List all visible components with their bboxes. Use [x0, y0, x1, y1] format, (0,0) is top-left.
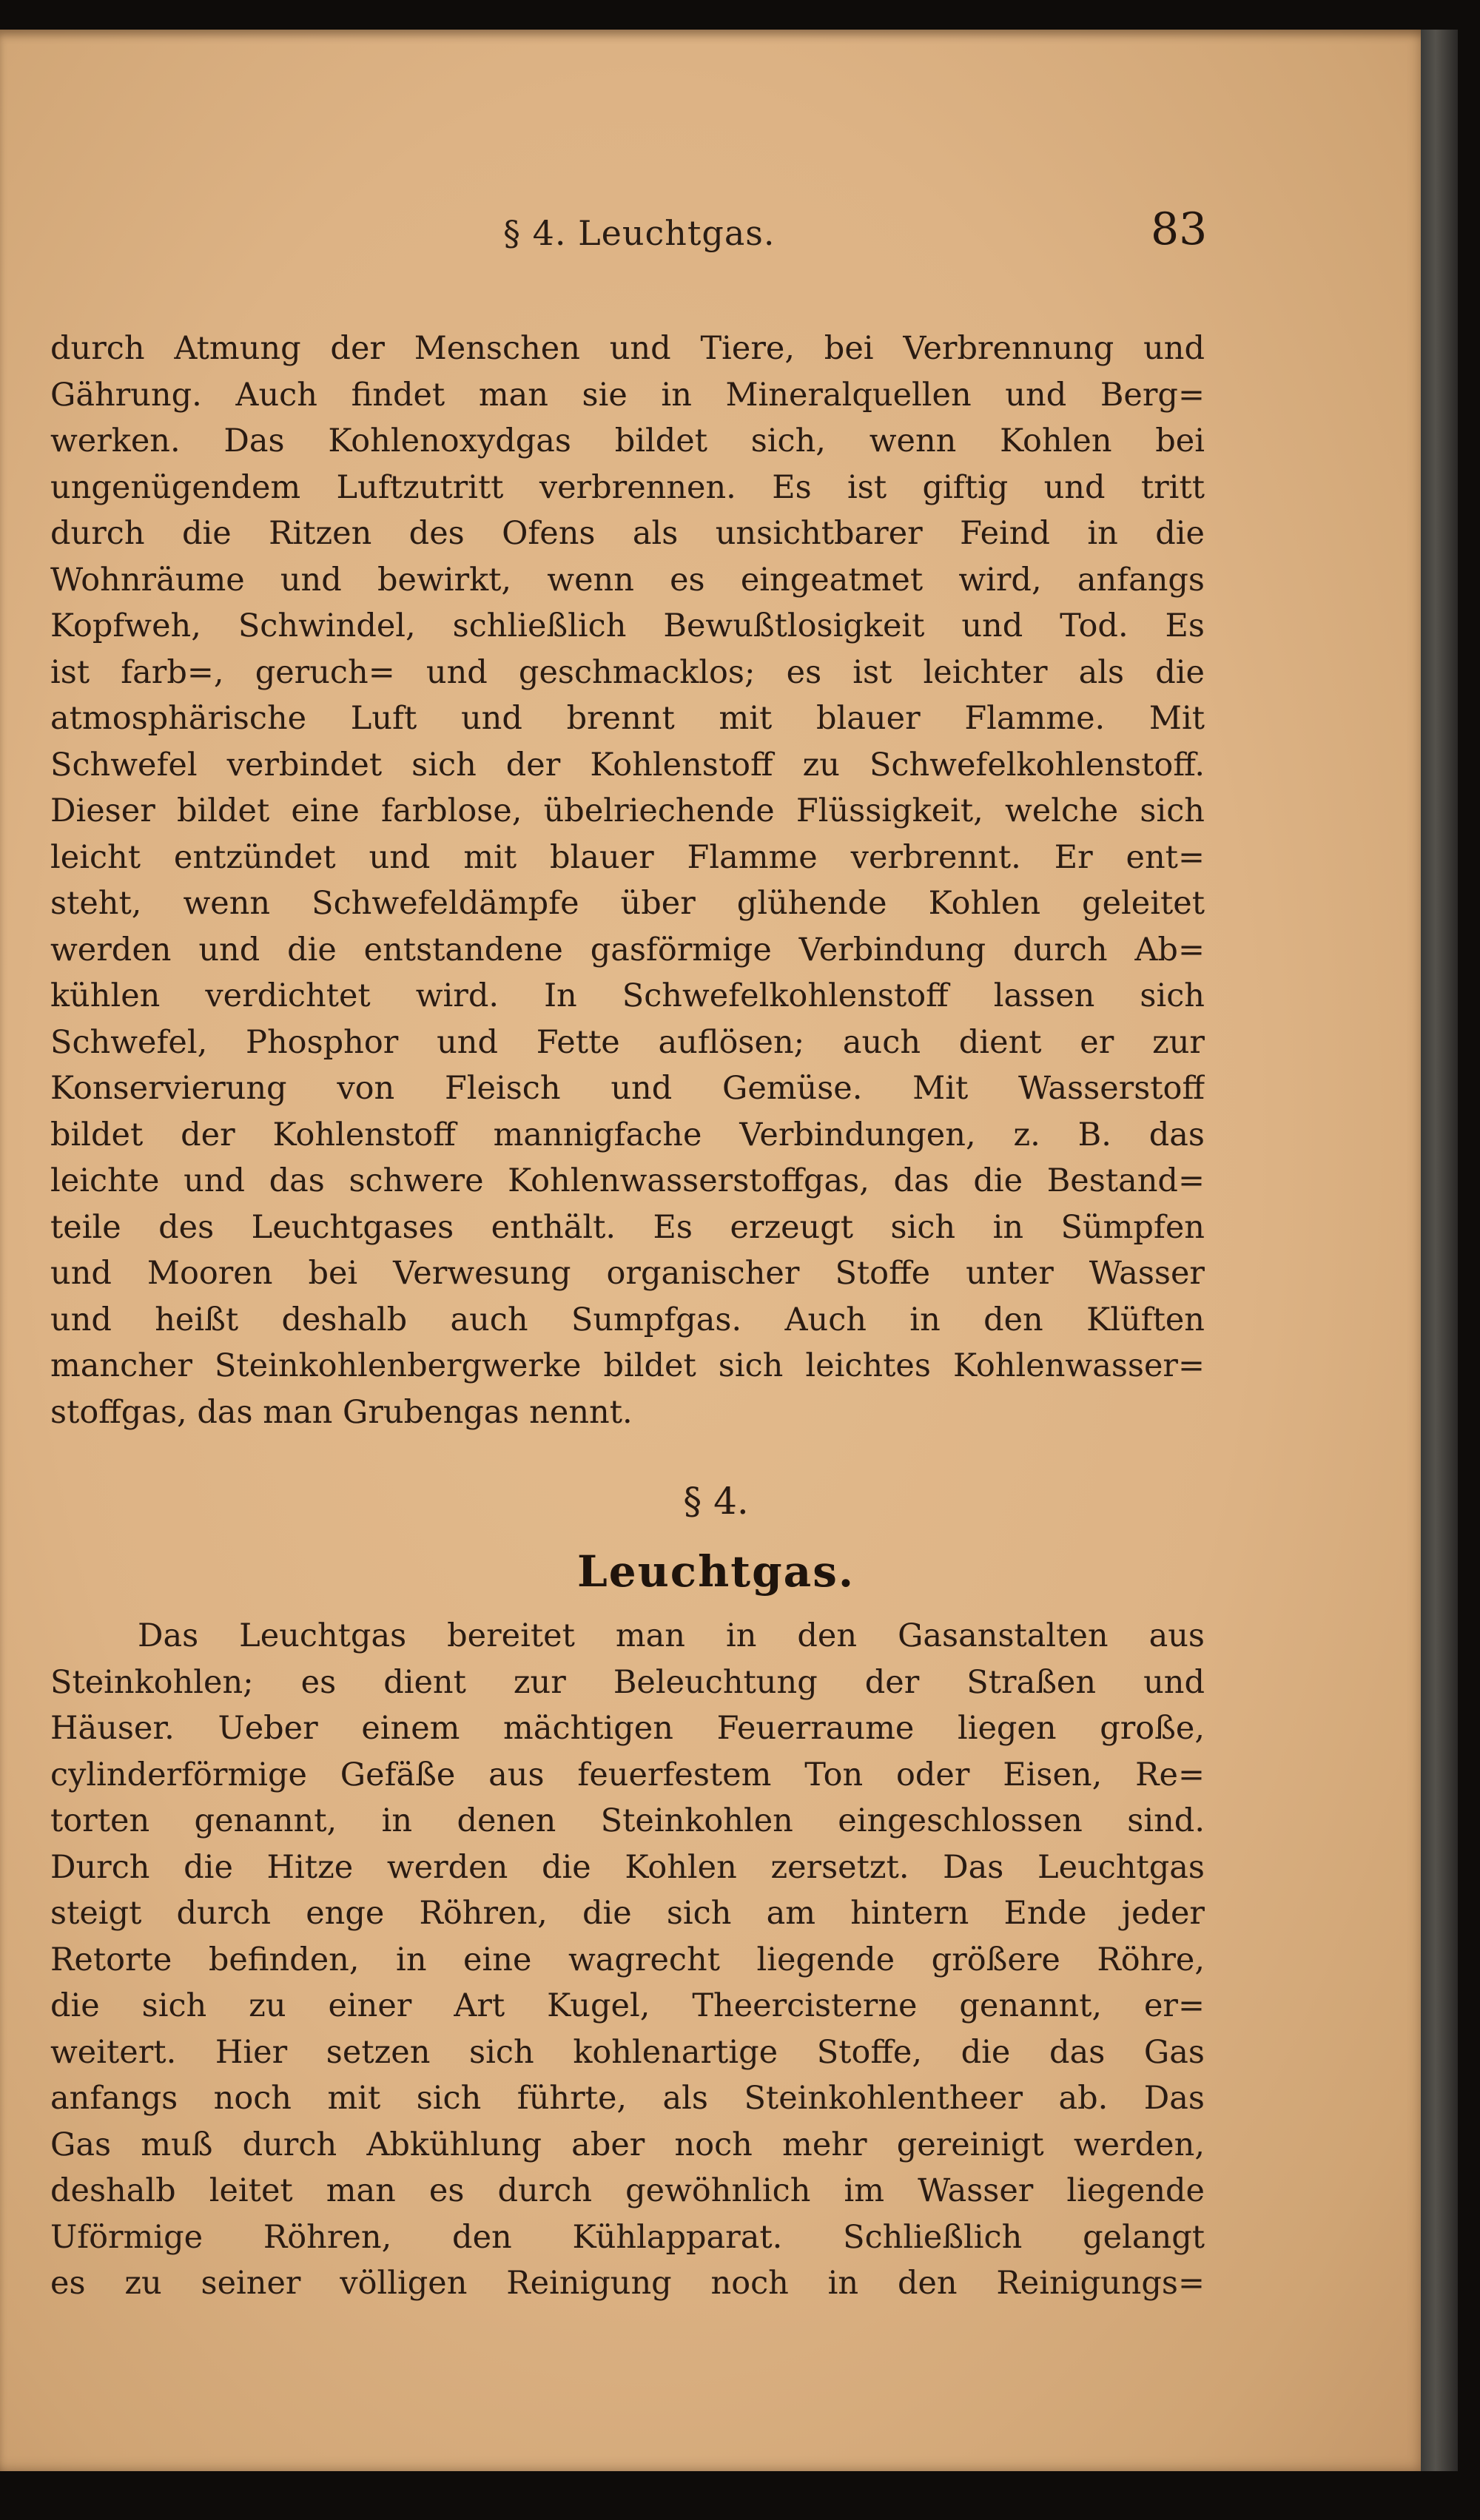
text-line: ungenügendem Luftzutritt verbrennen. Es ist giftig und tritt [50, 468, 1205, 506]
text-line: kühlen verdichtet wird. In Schwefelkohlenstoff lassen sich [50, 977, 1205, 1014]
book-edge [1421, 30, 1458, 2471]
text-line: Durch die Hitze werden die Kohlen zersetzt. Das Leuchtgas [50, 1848, 1205, 1886]
text-line: und Mooren bei Verwesung organischer Stoffe unter Wasser [50, 1255, 1205, 1292]
paragraph-leuchtgas [50, 1613, 1205, 2307]
text-line: Häuser. Ueber einem mächtigen Feuerraume liegen große, [50, 1710, 1205, 1747]
text-line: werden und die entstandene gasförmige Verbindung durch Ab= [50, 931, 1205, 968]
text-line: Gas muß durch Abkühlung aber noch mehr gereinigt werden, [50, 2126, 1205, 2163]
text-line: die sich zu einer Art Kugel, Theercisterne genannt, er= [50, 1987, 1205, 2024]
running-head: § 4. Leuchtgas. [503, 213, 776, 253]
text-line: Uförmige Röhren, den Kühlapparat. Schließlich gelangt [50, 2218, 1205, 2256]
text-line: es zu seiner völligen Reinigung noch in den Reinigungs= [50, 2265, 1205, 2302]
text-line: Gährung. Auch findet man sie in Mineralquellen und Berg= [50, 376, 1205, 414]
text-line: steigt durch enge Röhren, die sich am hintern Ende jeder [50, 1895, 1205, 1932]
text-line: Das Leuchtgas bereitet man in den Gasanstalten aus [138, 1617, 1205, 1654]
text-line: stoffgas, das man Grubengas nennt. [50, 1393, 633, 1431]
text-line: weitert. Hier setzen sich kohlenartige Stoffe, die das Gas [50, 2033, 1205, 2071]
text-line: Schwefel, Phosphor und Fette auflösen; auch dient er zur [50, 1023, 1205, 1061]
text-line: Kopfweh, Schwindel, schließlich Bewußtlosigkeit und Tod. Es [50, 607, 1205, 644]
text-line: werken. Das Kohlenoxydgas bildet sich, wenn Kohlen bei [50, 422, 1205, 459]
text-line: atmosphärische Luft und brennt mit blauer Flamme. Mit [50, 700, 1205, 737]
page-header [0, 192, 1432, 281]
text-line: anfangs noch mit sich führte, als Steinkohlentheer ab. Das [50, 2080, 1205, 2117]
text-line: mancher Steinkohlenbergwerke bildet sich leichtes Kohlenwasser= [50, 1347, 1205, 1384]
text-line: Retorte befinden, in eine wagrecht liegende größere Röhre, [50, 1941, 1205, 1978]
text-line: deshalb leitet man es durch gewöhnlich im Wasser liegende [50, 2172, 1205, 2209]
text-line: Konservierung von Fleisch und Gemüse. Mit Wasserstoff [50, 1070, 1205, 1107]
text-line: cylinderförmige Gefäße aus feuerfestem Ton oder Eisen, Re= [50, 1756, 1205, 1793]
section-title: Leuchtgas. [576, 1546, 855, 1597]
text-line: Wohnräume und bewirkt, wenn es eingeatmet wird, anfangs [50, 561, 1205, 599]
text-line: und heißt deshalb auch Sumpfgas. Auch in den Klüften [50, 1301, 1205, 1338]
text-line: bildet der Kohlenstoff mannigfache Verbindungen, z. B. das [50, 1116, 1205, 1153]
section-number: § 4. [683, 1480, 749, 1523]
text-line: durch Atmung der Menschen und Tiere, bei Verbrennung und [50, 330, 1205, 367]
book-page [0, 30, 1432, 2471]
text-line: leichte und das schwere Kohlenwasserstoffgas, das die Bestand= [50, 1162, 1205, 1199]
text-line: ist farb=, geruch= und geschmacklos; es ist leichter als die [50, 653, 1205, 691]
page-number: 83 [1151, 203, 1208, 255]
paragraph-continued [50, 326, 1205, 1435]
text-line: teile des Leuchtgases enthält. Es erzeugt sich in Sümpfen [50, 1208, 1205, 1246]
text-line: torten genannt, in denen Steinkohlen eingeschlossen sind. [50, 1802, 1205, 1839]
text-line: steht, wenn Schwefeldämpfe über glühende Kohlen geleitet [50, 885, 1205, 922]
text-line: Dieser bildet eine farblose, übelriechende Flüssigkeit, welche sich [50, 792, 1205, 829]
text-line: Schwefel verbindet sich der Kohlenstoff zu Schwefelkohlenstoff. [50, 746, 1205, 784]
text-line: Steinkohlen; es dient zur Beleuchtung der Straßen und [50, 1663, 1205, 1701]
text-line: leicht entzündet und mit blauer Flamme verbrennt. Er ent= [50, 838, 1205, 876]
text-line: durch die Ritzen des Ofens als unsichtbarer Feind in die [50, 515, 1205, 552]
